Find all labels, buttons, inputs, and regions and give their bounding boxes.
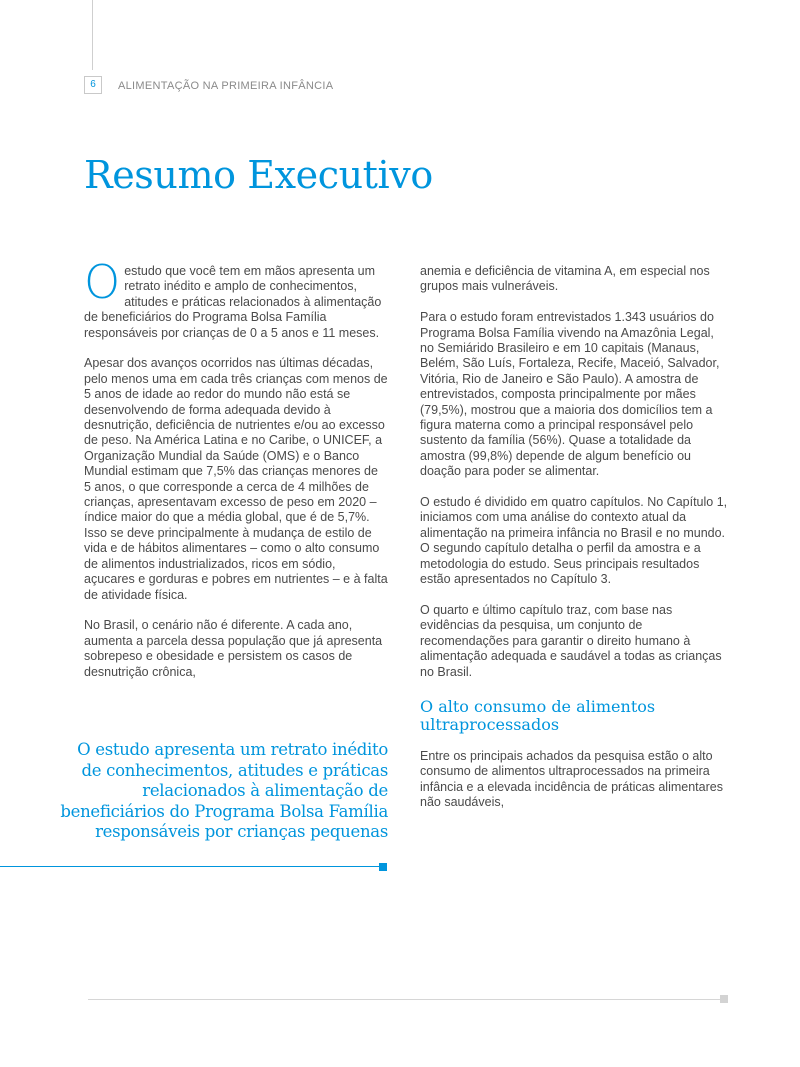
intro-paragraph-text: estudo que você tem em mãos apresenta um retrato inédito e amplo de conhecimentos, atitudes e práticas relacionados à alimentação de beneficiários do Programa Bolsa Família responsáveis por crianças de 0 a 5 anos e 11 meses. [84,264,382,340]
running-head: ALIMENTAÇÃO NA PRIMEIRA INFÂNCIA [118,80,334,92]
right-column [420,264,730,826]
page-number: 6 [84,76,102,94]
intro-paragraph [84,255,388,341]
left-column [84,255,388,695]
drop-cap: O [84,255,121,309]
body-paragraph: Entre os principais achados da pesquisa estão o alto consumo de alimentos ultraprocessados na primeira infância e a elevada incidência de práticas alimentares não saudáveis, [420,748,723,810]
body-paragraph: No Brasil, o cenário não é diferente. A cada ano, aumenta a parcela dessa população que já apresenta sobrepeso e obesidade e persistem os casos de desnutrição crônica, [84,618,383,679]
body-paragraph: O quarto e último capítulo traz, com base nas evidências da pesquisa, um conjunto de recomendações para garantir o direito humano à alimentação adequada e saudável a todas as crianças no Brasil. [420,602,722,679]
body-paragraph: anemia e deficiência de vitamina A, em especial nos grupos mais vulneráveis. [420,264,710,294]
body-paragraph: Apesar dos avanços ocorridos nas últimas décadas, pelo menos uma em cada três crianças com menos de 5 anos de idade ao redor do mundo não está se desenvolvendo de forma adequada devido à desnutrição, deficiência de nutrientes e/ou ao excesso de peso. Na América Latina e no Caribe, o UNICEF, a Organização Mundial da Saúde (OMS) e o Banco Mundial estimam que 7,5% das crianças menores de 5 anos, o que corresponde a cerca de 4 milhões de crianças, apresentavam excesso de peso em 2020 – índice maior do que a média global, que é de 5,7%. Isso se deve principalmente à mudança de estilo de vida e de hábitos alimentares – como o alto consumo de alimentos industrializados, ricos em sódio, açucares e gorduras e pobres em nutrientes – e à falta de atividade física. [84,356,388,602]
pull-quote-marker [379,863,387,871]
pull-quote: O estudo apresenta um retrato inédito de conhecimentos, atitudes e práticas relacionados à alimentação de beneficiários do Programa Bolsa Família responsáveis por crianças pequenas [60,740,388,841]
body-paragraph: Para o estudo foram entrevistados 1.343 usuários do Programa Bolsa Família vivendo na Amazônia Legal, no Semiárido Brasileiro e em 10 capitais (Manaus, Belém, São Luís, Fortaleza, Recife, Maceió, Salvador, Vitória, Rio de Janeiro e São Paulo). A amostra de entrevistados, composta principalmente por mães (79,5%), mostrou que a maioria dos domicílios tem a figura materna como a principal responsável pelo sustento da família (56%). Quase a totalidade da amostra (99,8%) depende de algum benefício ou doação para poder se alimentar. [420,310,720,479]
footer-marker [720,995,728,1003]
header-vertical-rule [92,0,93,70]
footer-rule [88,999,720,1000]
pull-quote-rule [0,866,382,867]
page-title: Resumo Executivo [84,153,433,197]
section-subheading: O alto consumo de alimentos ultraprocessados [420,696,656,734]
body-paragraph: O estudo é dividido em quatro capítulos. No Capítulo 1, iniciamos com uma análise do contexto atual da alimentação na primeira infância no Brasil e no mundo. O segundo capítulo detalha o perfil da amostra e a metodologia do estudo. Seus principais resultados estão apresentados no Capítulo 3. [420,495,728,587]
